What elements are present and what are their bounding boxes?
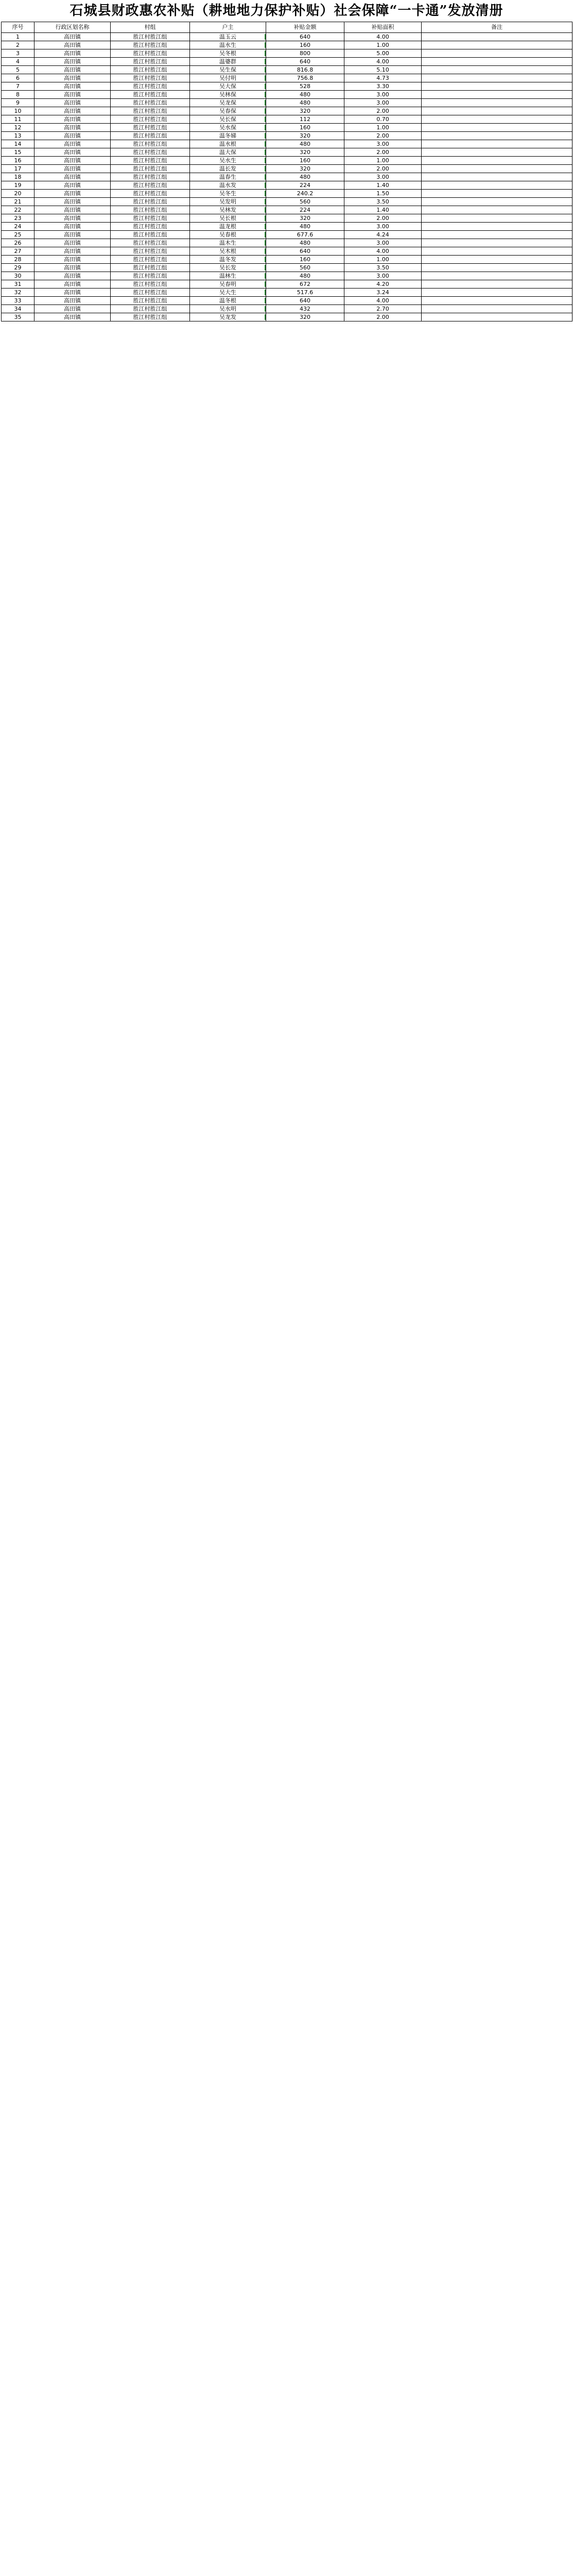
row-householder: 吴水保 [190,124,266,132]
row-index: 28 [2,256,34,264]
row-subsidy-area: 3.00 [344,140,422,148]
table-row [2,58,572,66]
row-index: 13 [2,132,34,140]
table-row [2,107,572,115]
header-subsidy-amount: 补贴金额 [266,22,344,33]
row-village-group: 胜江村胜江组 [111,41,190,49]
row-subsidy-area: 3.00 [344,173,422,181]
row-remark [422,198,572,206]
table-row [2,181,572,190]
row-subsidy-area: 3.00 [344,239,422,247]
row-subsidy-area: 4.00 [344,247,422,256]
row-village-group: 胜江村胜江组 [111,140,190,148]
row-subsidy-area: 3.00 [344,91,422,99]
row-remark [422,190,572,198]
row-village-group: 胜江村胜江组 [111,231,190,239]
row-remark [422,280,572,289]
row-index: 33 [2,297,34,305]
row-householder: 温水生 [190,41,266,49]
table-row [2,206,572,214]
row-remark [422,82,572,91]
row-index: 31 [2,280,34,289]
row-remark [422,297,572,305]
row-subsidy-amount: 432 [266,305,344,313]
row-district: 高田镇 [34,206,111,214]
row-index: 15 [2,148,34,157]
row-district: 高田镇 [34,33,111,41]
row-remark [422,272,572,280]
row-district: 高田镇 [34,91,111,99]
row-village-group: 胜江村胜江组 [111,124,190,132]
row-remark [422,239,572,247]
row-remark [422,140,572,148]
row-subsidy-area: 5.00 [344,49,422,58]
row-subsidy-area: 1.00 [344,157,422,165]
row-subsidy-amount: 160 [266,41,344,49]
row-subsidy-amount: 320 [266,165,344,173]
row-subsidy-area: 0.70 [344,115,422,124]
row-district: 高田镇 [34,247,111,256]
row-district: 高田镇 [34,313,111,321]
table-row [2,231,572,239]
row-subsidy-amount: 816.8 [266,66,344,74]
table-row [2,247,572,256]
row-householder: 温林生 [190,272,266,280]
row-subsidy-area: 3.24 [344,289,422,297]
row-remark [422,305,572,313]
row-remark [422,264,572,272]
row-index: 23 [2,214,34,223]
row-subsidy-amount: 640 [266,58,344,66]
table-row [2,140,572,148]
row-subsidy-amount: 677.6 [266,231,344,239]
row-subsidy-area: 3.00 [344,223,422,231]
row-village-group: 胜江村胜江组 [111,148,190,157]
table-row [2,132,572,140]
table-row [2,115,572,124]
row-subsidy-amount: 480 [266,173,344,181]
row-subsidy-amount: 640 [266,297,344,305]
row-subsidy-amount: 480 [266,99,344,107]
row-index: 29 [2,264,34,272]
row-index: 32 [2,289,34,297]
row-subsidy-area: 1.00 [344,256,422,264]
table-row [2,223,572,231]
subsidy-table [1,22,572,321]
row-householder: 温冬娣 [190,132,266,140]
row-subsidy-area: 3.50 [344,264,422,272]
row-householder: 吴林保 [190,91,266,99]
row-remark [422,223,572,231]
table-row [2,214,572,223]
row-subsidy-area: 1.00 [344,41,422,49]
row-householder: 温龙根 [190,223,266,231]
row-district: 高田镇 [34,74,111,82]
row-district: 高田镇 [34,82,111,91]
row-index: 20 [2,190,34,198]
row-index: 1 [2,33,34,41]
row-subsidy-area: 2.00 [344,132,422,140]
table-row [2,256,572,264]
table-row [2,173,572,181]
row-subsidy-area: 5.10 [344,66,422,74]
row-village-group: 胜江村胜江组 [111,107,190,115]
row-index: 21 [2,198,34,206]
row-subsidy-amount: 320 [266,132,344,140]
row-village-group: 胜江村胜江组 [111,239,190,247]
row-village-group: 胜江村胜江组 [111,280,190,289]
row-district: 高田镇 [34,297,111,305]
row-subsidy-area: 4.24 [344,231,422,239]
row-householder: 温冬发 [190,256,266,264]
row-householder: 温玉云 [190,33,266,41]
row-subsidy-amount: 160 [266,256,344,264]
table-row [2,289,572,297]
row-householder: 吴春明 [190,280,266,289]
row-village-group: 胜江村胜江组 [111,181,190,190]
row-village-group: 胜江村胜江组 [111,33,190,41]
row-district: 高田镇 [34,157,111,165]
row-district: 高田镇 [34,198,111,206]
row-village-group: 胜江村胜江组 [111,157,190,165]
table-row [2,49,572,58]
header-village-group: 村组 [111,22,190,33]
row-subsidy-area: 4.73 [344,74,422,82]
row-village-group: 胜江村胜江组 [111,99,190,107]
row-village-group: 胜江村胜江组 [111,66,190,74]
row-index: 3 [2,49,34,58]
row-subsidy-area: 2.00 [344,165,422,173]
row-subsidy-amount: 320 [266,107,344,115]
table-row [2,313,572,321]
row-subsidy-amount: 560 [266,264,344,272]
row-village-group: 胜江村胜江组 [111,272,190,280]
row-subsidy-area: 3.30 [344,82,422,91]
row-householder: 吴春根 [190,231,266,239]
row-district: 高田镇 [34,132,111,140]
row-village-group: 胜江村胜江组 [111,132,190,140]
row-remark [422,115,572,124]
row-index: 2 [2,41,34,49]
row-district: 高田镇 [34,280,111,289]
row-village-group: 胜江村胜江组 [111,223,190,231]
row-remark [422,132,572,140]
row-index: 17 [2,165,34,173]
header-index: 序号 [2,22,34,33]
table-row [2,41,572,49]
row-subsidy-amount: 480 [266,239,344,247]
row-district: 高田镇 [34,99,111,107]
row-district: 高田镇 [34,140,111,148]
row-remark [422,66,572,74]
row-subsidy-area: 2.00 [344,214,422,223]
row-index: 30 [2,272,34,280]
row-village-group: 胜江村胜江组 [111,247,190,256]
row-subsidy-amount: 480 [266,140,344,148]
row-remark [422,231,572,239]
row-village-group: 胜江村胜江组 [111,264,190,272]
row-remark [422,214,572,223]
row-remark [422,313,572,321]
row-householder: 吴林发 [190,206,266,214]
row-index: 4 [2,58,34,66]
row-subsidy-area: 3.00 [344,272,422,280]
row-subsidy-area: 2.70 [344,305,422,313]
row-district: 高田镇 [34,66,111,74]
row-remark [422,33,572,41]
row-subsidy-amount: 756.8 [266,74,344,82]
row-district: 高田镇 [34,173,111,181]
row-householder: 温婆群 [190,58,266,66]
row-householder: 吴付明 [190,74,266,82]
row-district: 高田镇 [34,289,111,297]
row-householder: 吴水生 [190,157,266,165]
row-subsidy-amount: 112 [266,115,344,124]
row-remark [422,181,572,190]
row-remark [422,256,572,264]
row-remark [422,165,572,173]
row-householder: 温冬根 [190,297,266,305]
row-subsidy-area: 4.20 [344,280,422,289]
table-row [2,190,572,198]
row-subsidy-amount: 640 [266,247,344,256]
row-remark [422,91,572,99]
row-district: 高田镇 [34,214,111,223]
row-village-group: 胜江村胜江组 [111,289,190,297]
row-index: 8 [2,91,34,99]
row-subsidy-area: 3.00 [344,99,422,107]
row-subsidy-amount: 160 [266,124,344,132]
table-header-row [2,22,572,33]
table-row [2,66,572,74]
row-remark [422,173,572,181]
row-index: 26 [2,239,34,247]
table-row [2,99,572,107]
row-householder: 吴大生 [190,289,266,297]
row-remark [422,58,572,66]
row-district: 高田镇 [34,305,111,313]
row-subsidy-amount: 672 [266,280,344,289]
row-subsidy-area: 2.00 [344,148,422,157]
header-district: 行政区划名称 [34,22,111,33]
row-subsidy-amount: 320 [266,214,344,223]
row-index: 35 [2,313,34,321]
document-title: 石城县财政惠农补贴（耕地地力保护补贴）社会保障“一卡通”发放清册 [70,3,503,19]
row-district: 高田镇 [34,231,111,239]
table-row [2,165,572,173]
table-row [2,297,572,305]
row-subsidy-amount: 224 [266,206,344,214]
row-index: 19 [2,181,34,190]
row-index: 14 [2,140,34,148]
row-village-group: 胜江村胜江组 [111,58,190,66]
row-householder: 吴春保 [190,107,266,115]
row-district: 高田镇 [34,256,111,264]
row-village-group: 胜江村胜江组 [111,297,190,305]
table-row [2,124,572,132]
row-subsidy-area: 1.40 [344,206,422,214]
row-subsidy-amount: 480 [266,272,344,280]
row-subsidy-amount: 240.2 [266,190,344,198]
row-householder: 温大保 [190,148,266,157]
row-district: 高田镇 [34,181,111,190]
row-index: 12 [2,124,34,132]
row-subsidy-area: 1.50 [344,190,422,198]
row-subsidy-amount: 320 [266,148,344,157]
row-district: 高田镇 [34,239,111,247]
row-householder: 吴大保 [190,82,266,91]
row-subsidy-amount: 560 [266,198,344,206]
row-district: 高田镇 [34,148,111,157]
row-village-group: 胜江村胜江组 [111,190,190,198]
row-remark [422,74,572,82]
row-householder: 温水根 [190,140,266,148]
row-index: 34 [2,305,34,313]
row-subsidy-amount: 480 [266,91,344,99]
row-index: 11 [2,115,34,124]
row-remark [422,41,572,49]
row-remark [422,148,572,157]
row-village-group: 胜江村胜江组 [111,256,190,264]
row-subsidy-area: 1.00 [344,124,422,132]
row-district: 高田镇 [34,264,111,272]
row-subsidy-amount: 517.6 [266,289,344,297]
header-remark: 备注 [422,22,572,33]
row-village-group: 胜江村胜江组 [111,173,190,181]
row-remark [422,124,572,132]
row-district: 高田镇 [34,124,111,132]
row-householder: 温长发 [190,165,266,173]
row-subsidy-amount: 224 [266,181,344,190]
row-subsidy-amount: 640 [266,33,344,41]
table-row [2,33,572,41]
row-remark [422,289,572,297]
row-district: 高田镇 [34,41,111,49]
row-remark [422,206,572,214]
table-row [2,272,572,280]
row-householder: 吴长根 [190,214,266,223]
row-householder: 吴冬生 [190,190,266,198]
row-subsidy-amount: 320 [266,313,344,321]
row-village-group: 胜江村胜江组 [111,198,190,206]
table-row [2,280,572,289]
row-remark [422,99,572,107]
row-district: 高田镇 [34,165,111,173]
row-village-group: 胜江村胜江组 [111,91,190,99]
row-district: 高田镇 [34,107,111,115]
table-row [2,74,572,82]
header-householder: 户主 [190,22,266,33]
row-subsidy-amount: 528 [266,82,344,91]
row-remark [422,49,572,58]
row-village-group: 胜江村胜江组 [111,214,190,223]
row-householder: 温水发 [190,181,266,190]
row-village-group: 胜江村胜江组 [111,206,190,214]
table-row [2,157,572,165]
row-subsidy-area: 3.50 [344,198,422,206]
row-householder: 温木生 [190,239,266,247]
table-row [2,82,572,91]
table-row [2,148,572,157]
row-subsidy-area: 2.00 [344,313,422,321]
row-householder: 吴长发 [190,264,266,272]
row-index: 5 [2,66,34,74]
row-index: 10 [2,107,34,115]
row-index: 7 [2,82,34,91]
row-remark [422,247,572,256]
row-householder: 吴生保 [190,66,266,74]
row-village-group: 胜江村胜江组 [111,115,190,124]
row-district: 高田镇 [34,223,111,231]
row-index: 25 [2,231,34,239]
row-index: 6 [2,74,34,82]
row-householder: 温春生 [190,173,266,181]
row-village-group: 胜江村胜江组 [111,82,190,91]
row-householder: 吴发明 [190,198,266,206]
row-subsidy-amount: 480 [266,223,344,231]
row-district: 高田镇 [34,58,111,66]
row-index: 22 [2,206,34,214]
row-index: 9 [2,99,34,107]
row-remark [422,107,572,115]
table-row [2,305,572,313]
row-subsidy-area: 4.00 [344,297,422,305]
row-subsidy-amount: 800 [266,49,344,58]
row-village-group: 胜江村胜江组 [111,165,190,173]
row-index: 16 [2,157,34,165]
row-district: 高田镇 [34,115,111,124]
row-subsidy-area: 4.00 [344,33,422,41]
row-district: 高田镇 [34,272,111,280]
row-householder: 吴龙保 [190,99,266,107]
table-row [2,198,572,206]
row-subsidy-amount: 160 [266,157,344,165]
row-remark [422,157,572,165]
row-index: 24 [2,223,34,231]
row-district: 高田镇 [34,49,111,58]
row-village-group: 胜江村胜江组 [111,49,190,58]
row-index: 18 [2,173,34,181]
header-subsidy-area: 补贴面积 [344,22,422,33]
row-village-group: 胜江村胜江组 [111,74,190,82]
row-district: 高田镇 [34,190,111,198]
row-householder: 吴水明 [190,305,266,313]
row-householder: 吴长保 [190,115,266,124]
row-subsidy-area: 4.00 [344,58,422,66]
table-row [2,264,572,272]
row-village-group: 胜江村胜江组 [111,313,190,321]
table-row [2,91,572,99]
table-row [2,239,572,247]
row-householder: 吴木根 [190,247,266,256]
row-householder: 吴冬根 [190,49,266,58]
row-village-group: 胜江村胜江组 [111,305,190,313]
row-householder: 吴龙发 [190,313,266,321]
row-subsidy-area: 2.00 [344,107,422,115]
row-index: 27 [2,247,34,256]
row-subsidy-area: 1.40 [344,181,422,190]
